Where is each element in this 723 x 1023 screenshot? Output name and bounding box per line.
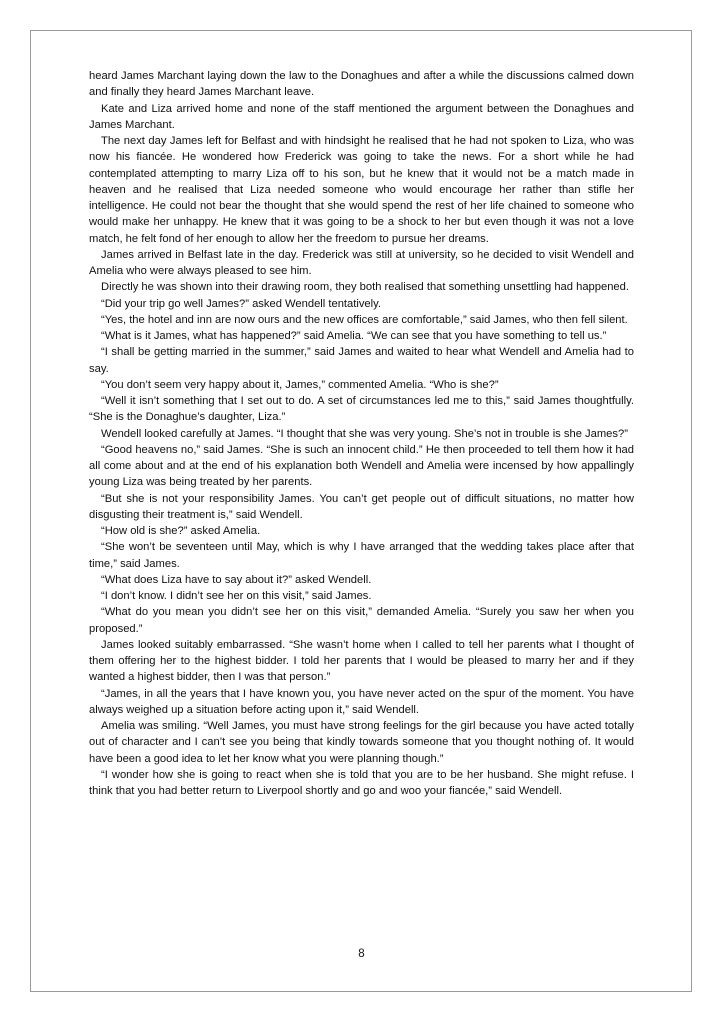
paragraph: “James, in all the years that I have known you, you have never acted on the spur of the moment. You have always weighed up a situation before acting upon it,” said Wendell. <box>89 687 634 716</box>
paragraph: “I don’t know. I didn’t see her on this visit,” said James. <box>101 590 372 602</box>
paragraph: “What is it James, what has happened?” said Amelia. “We can see that you have something to tell us.” <box>101 330 607 342</box>
paragraph: “Good heavens no,” said James. “She is such an innocent child.” He then proceeded to tell them how it had all come about and at the end of his explanation both Wendell and Amelia were incensed by how appallingly young Liza was being treated by her parents. <box>89 443 634 489</box>
paragraph: “Yes, the hotel and inn are now ours and the new offices are comfortable,” said James, who then fell silent. <box>101 313 628 326</box>
paragraph: Wendell looked carefully at James. “I thought that she was very young. She’s not in trouble is she James?” <box>101 427 628 440</box>
paragraph: Amelia was smiling. “Well James, you must have strong feelings for the girl because you have acted totally out of character and I can’t see you being that kindly towards someone that you thought nothing of. It would have been a good idea to let her know what you were planning though.” <box>89 720 634 765</box>
paragraph: James arrived in Belfast late in the day. Frederick was still at university, so he decided to visit Wendell and Amelia who were always pleased to see him. <box>89 248 634 277</box>
body-text <box>89 68 634 799</box>
paragraph: “Did your trip go well James?” asked Wendell tentatively. <box>101 297 382 310</box>
paragraph: “How old is she?” asked Amelia. <box>101 525 261 537</box>
paragraph: “What do you mean you didn’t see her on this visit,” demanded Amelia. “Surely you saw her when you proposed.” <box>89 606 634 635</box>
paragraph: “Well it isn’t something that I set out to do. A set of circumstances led me to this,” said James thoughtfully. “She is the Donaghue’s daughter, Liza.” <box>89 395 634 424</box>
paragraph: heard James Marchant laying down the law to the Donaghues and after a while the discussions calmed down and finally they heard James Marchant leave. <box>89 70 634 99</box>
paragraph: “She won’t be seventeen until May, which is why I have arranged that the wedding takes place after that time,” said James. <box>89 541 634 570</box>
paragraph: “I shall be getting married in the summer,” said James and waited to hear what Wendell and Amelia had to say. <box>89 346 634 375</box>
paragraph: “I wonder how she is going to react when she is told that you are to be her husband. She might refuse. I think that you had better return to Liverpool shortly and go and woo your fiancée,” said Wendell. <box>89 768 634 797</box>
paragraph: James looked suitably embarrassed. “She wasn’t home when I called to tell her parents what I thought of them offering her to the highest bidder. I told her parents that I would be pleased to marry her and if they wanted a highest bidder, then I was that person.” <box>89 638 634 684</box>
paragraph: Directly he was shown into their drawing room, they both realised that something unsettling had happened. <box>101 281 629 294</box>
page-number: 8 <box>358 948 365 960</box>
paragraph: The next day James left for Belfast and with hindsight he realised that he had not spoken to Liza, who was now his fiancée. He wondered how Frederick was going to take the news. For a short while he had contemplated attempting to marry Liza off to his son, but he knew that it would not be a match made in heaven and he realised that Liza needed someone who would encourage her rather than stifle her intelligence. He could not bear the thought that she would spend the rest of her life chained to someone who would make her unhappy. He knew that it was going to be a shock to her but even though it was not a love match, he felt fond of her enough to allow her the freedom to pursue her dreams. <box>89 135 634 245</box>
paragraph: Kate and Liza arrived home and none of the staff mentioned the argument between the Donaghues and James Marchant. <box>89 102 634 131</box>
paragraph: “You don’t seem very happy about it, James,” commented Amelia. “Who is she?” <box>101 378 499 391</box>
paragraph: “What does Liza have to say about it?” asked Wendell. <box>101 573 372 586</box>
paragraph: “But she is not your responsibility James. You can’t get people out of difficult situations, no matter how disgusting their treatment is,” said Wendell. <box>89 492 634 521</box>
